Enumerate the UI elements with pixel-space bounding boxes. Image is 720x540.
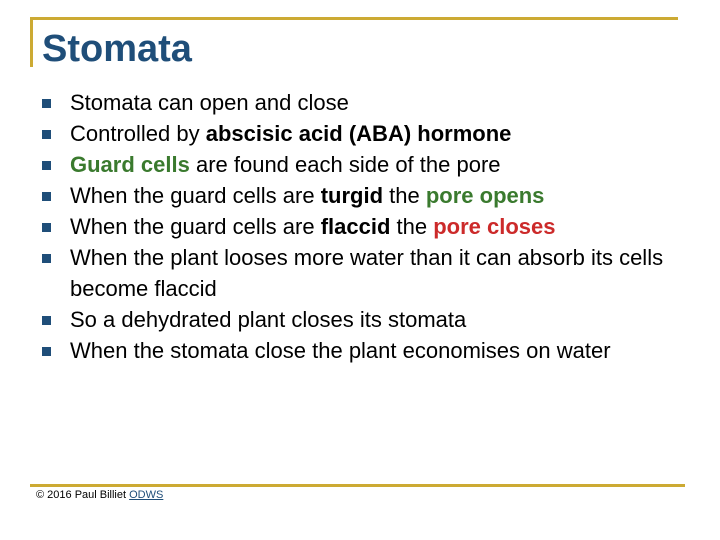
slide-title: Stomata: [42, 28, 192, 70]
square-bullet-icon: [42, 99, 51, 108]
bullet-text: Controlled by: [70, 121, 206, 146]
square-bullet-icon: [42, 130, 51, 139]
bullet-green-text: pore opens: [425, 183, 545, 208]
bullet-bold-text: turgid: [320, 183, 384, 208]
footer: [36, 489, 163, 501]
square-bullet-icon: [42, 223, 51, 232]
bullet-item: [42, 242, 692, 304]
top-accent-line: [30, 17, 678, 20]
left-accent-line: [30, 17, 33, 67]
bullet-text: Stomata can open and close: [70, 90, 349, 115]
bullet-text: the: [390, 214, 434, 239]
bullet-text: When the stomata close the plant economises on water: [70, 338, 611, 363]
bullet-green-text: Guard cells: [70, 152, 190, 177]
bullet-text: So a dehydrated plant closes its stomata: [70, 307, 467, 332]
bullet-item: [42, 87, 692, 118]
bullet-item: [42, 118, 692, 149]
square-bullet-icon: [42, 254, 51, 263]
bullet-text: When the plant looses more water than it can absorb its cells become flaccid: [70, 245, 664, 301]
bullet-item: [42, 335, 692, 366]
bullet-text: are found each side of the pore: [189, 152, 501, 177]
bottom-accent-line: [30, 484, 685, 487]
bullet-bold-text: abscisic acid (ABA) hormone: [205, 121, 512, 146]
bullet-red-text: pore closes: [433, 214, 556, 239]
square-bullet-icon: [42, 347, 51, 356]
bullet-item: [42, 149, 692, 180]
square-bullet-icon: [42, 316, 51, 325]
copyright-text: © 2016 Paul Billiet: [36, 489, 130, 501]
square-bullet-icon: [42, 161, 51, 170]
bullet-text: When the guard cells are: [70, 214, 321, 239]
bullet-item: [42, 211, 692, 242]
footer-link[interactable]: ODWS: [129, 489, 164, 501]
bullet-item: [42, 180, 692, 211]
bullet-text: When the guard cells are: [70, 183, 321, 208]
bullet-bold-text: flaccid: [320, 214, 391, 239]
square-bullet-icon: [42, 192, 51, 201]
bullet-text: the: [383, 183, 426, 208]
bullet-list: [42, 87, 692, 366]
bullet-item: [42, 304, 692, 335]
